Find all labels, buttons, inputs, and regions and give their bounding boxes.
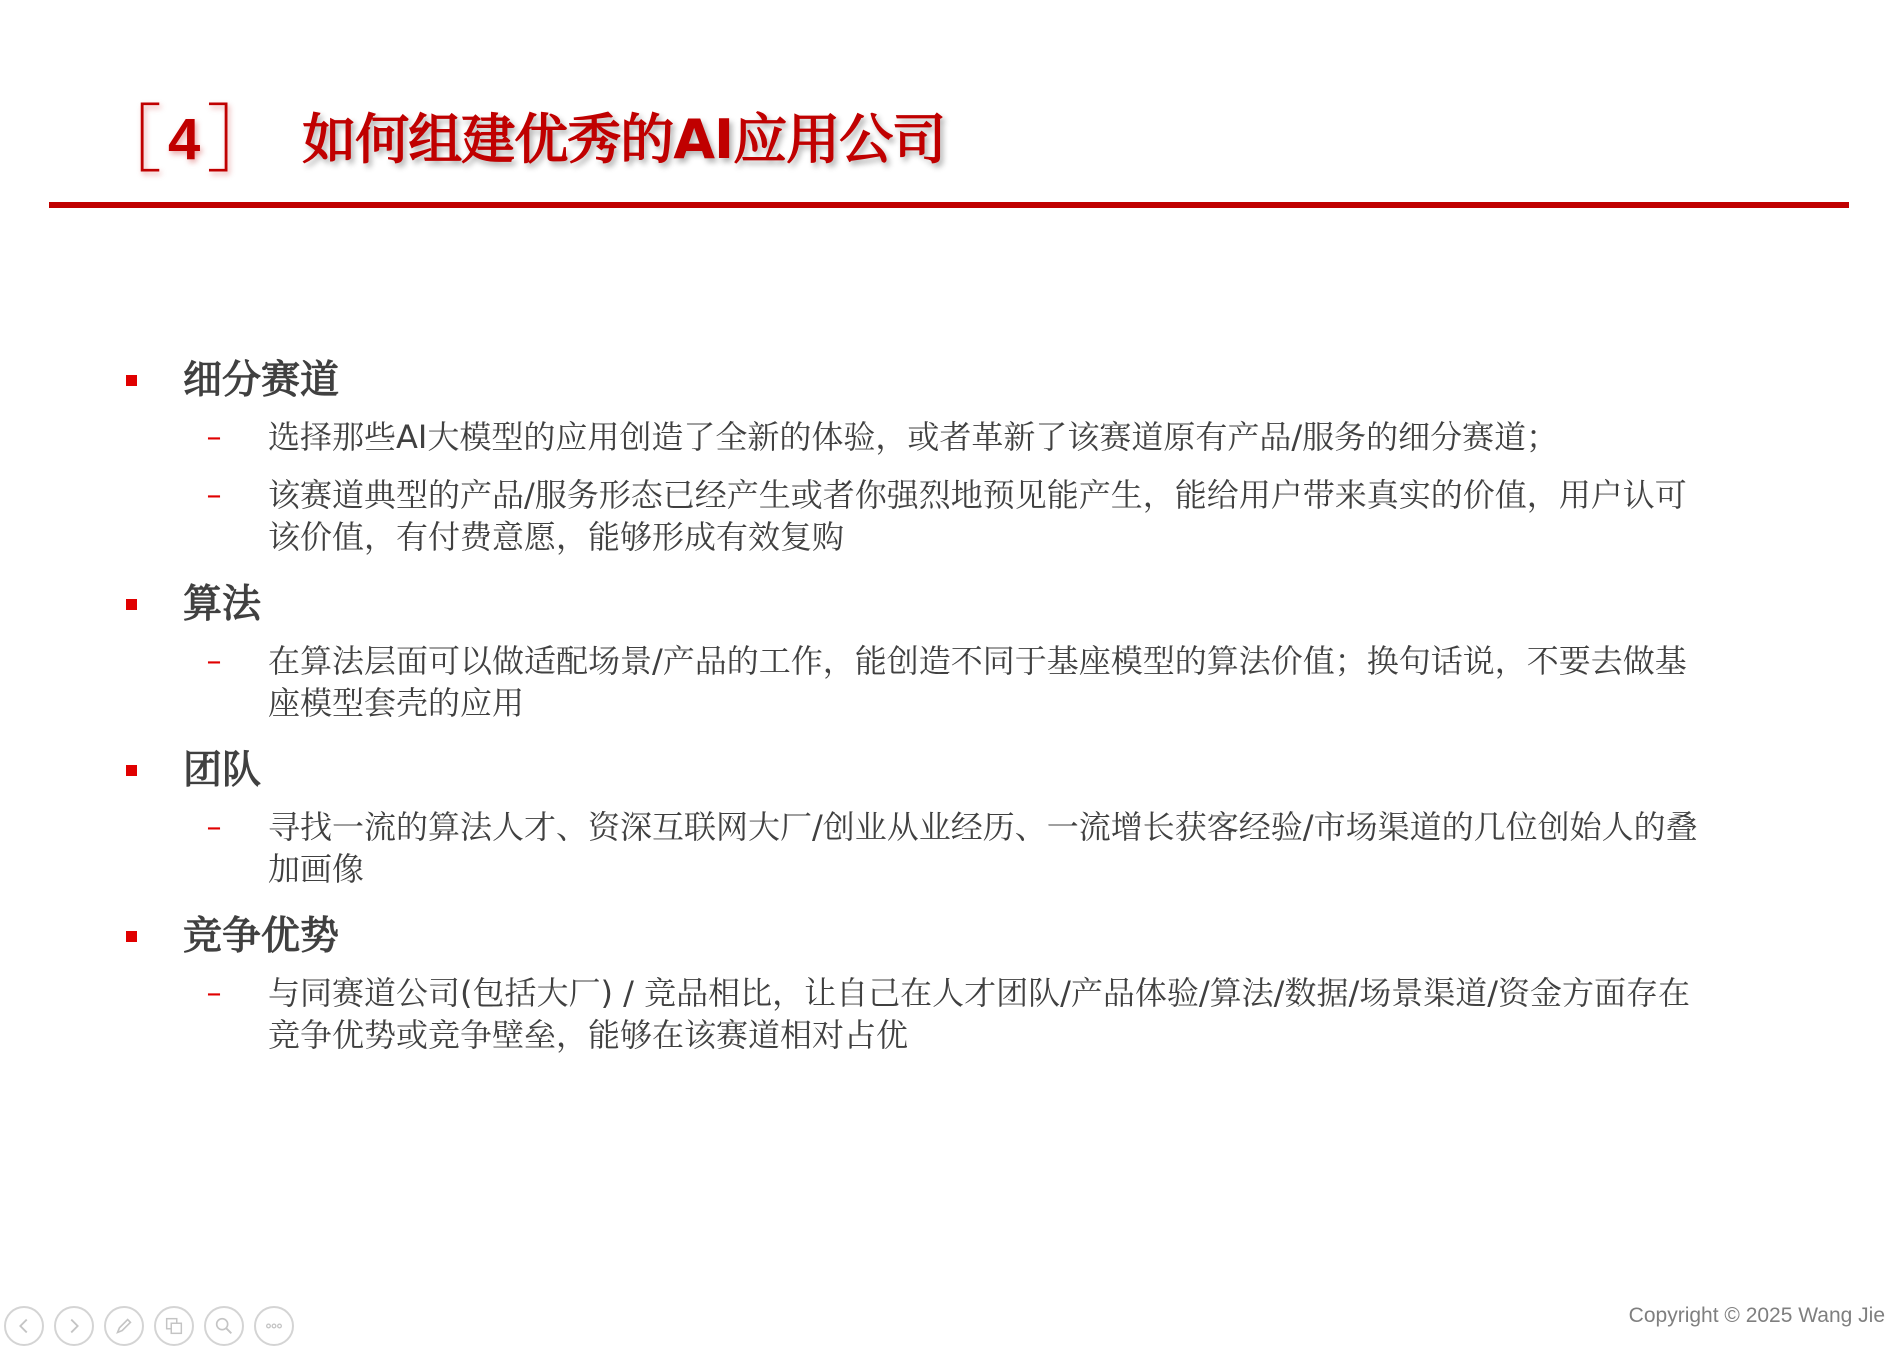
pen-tool-button[interactable] — [104, 1306, 144, 1346]
dash-bullet-icon: – — [206, 644, 222, 679]
section-number: 4 — [168, 107, 201, 172]
list-item — [122, 474, 1742, 558]
dash-bullet-icon: – — [206, 976, 222, 1011]
section-title: 算法 — [183, 581, 262, 627]
square-bullet-icon — [126, 931, 137, 942]
section-segment — [122, 350, 1742, 558]
slide-overview-button[interactable] — [154, 1306, 194, 1346]
pen-icon — [113, 1315, 135, 1337]
section-team — [122, 740, 1742, 890]
dash-bullet-icon: – — [206, 420, 222, 455]
section-heading — [122, 574, 1742, 634]
title-bracket-close: ］ — [206, 97, 281, 183]
list-item-text: 在算法层面可以做适配场景/产品的工作，能创造不同于基座模型的算法价值；换句话说，不要去做基座模型套壳的应用 — [268, 642, 1687, 722]
section-competitive-advantage — [122, 906, 1742, 1056]
section-title: 细分赛道 — [183, 357, 340, 403]
dash-bullet-icon: – — [206, 478, 222, 513]
section-heading — [122, 350, 1742, 410]
square-bullet-icon — [126, 375, 137, 386]
section-title: 团队 — [183, 747, 262, 793]
zoom-button[interactable] — [204, 1306, 244, 1346]
list-item — [122, 416, 1742, 460]
presentation-controls — [4, 1306, 294, 1346]
list-item-text: 选择那些AI大模型的应用创造了全新的体验，或者革新了该赛道原有产品/服务的细分赛道； — [268, 418, 1559, 456]
arrow-left-icon — [13, 1315, 35, 1337]
list-item — [122, 972, 1742, 1056]
section-algorithm — [122, 574, 1742, 724]
title-text: 如何组建优秀的AI应用公司 — [302, 108, 946, 171]
more-options-button[interactable] — [254, 1306, 294, 1346]
dash-bullet-icon: – — [206, 810, 222, 845]
slides-grid-icon — [163, 1315, 185, 1337]
slide-title — [88, 97, 946, 183]
title-bracket-open: ［ — [88, 97, 162, 183]
square-bullet-icon — [126, 765, 137, 776]
section-title: 竞争优势 — [183, 913, 340, 959]
ellipsis-icon — [263, 1315, 285, 1337]
square-bullet-icon — [126, 599, 137, 610]
title-divider — [49, 202, 1849, 208]
sub-list — [122, 972, 1742, 1056]
list-item — [122, 806, 1742, 890]
next-slide-button[interactable] — [54, 1306, 94, 1346]
sub-list — [122, 416, 1742, 558]
list-item-text: 该赛道典型的产品/服务形态已经产生或者你强烈地预见能产生，能给用户带来真实的价值，用户认可该价值，有付费意愿，能够形成有效复购 — [268, 476, 1687, 556]
list-item-text: 寻找一流的算法人才、资深互联网大厂/创业从业经历、一流增长获客经验/市场渠道的几位创始人的叠加画像 — [268, 808, 1698, 888]
previous-slide-button[interactable] — [4, 1306, 44, 1346]
copyright-text: Copyright © 2025 Wang Jie — [1628, 1304, 1885, 1327]
section-heading — [122, 906, 1742, 966]
sub-list — [122, 640, 1742, 724]
list-item-text: 与同赛道公司(包括大厂) / 竞品相比，让自己在人才团队/产品体验/算法/数据/场景渠道/资金方面存在竞争优势或竞争壁垒，能够在该赛道相对占优 — [268, 974, 1691, 1054]
section-heading — [122, 740, 1742, 800]
arrow-right-icon — [63, 1315, 85, 1337]
sub-list — [122, 806, 1742, 890]
content-list — [122, 350, 1742, 1072]
magnifier-icon — [213, 1315, 235, 1337]
list-item — [122, 640, 1742, 724]
